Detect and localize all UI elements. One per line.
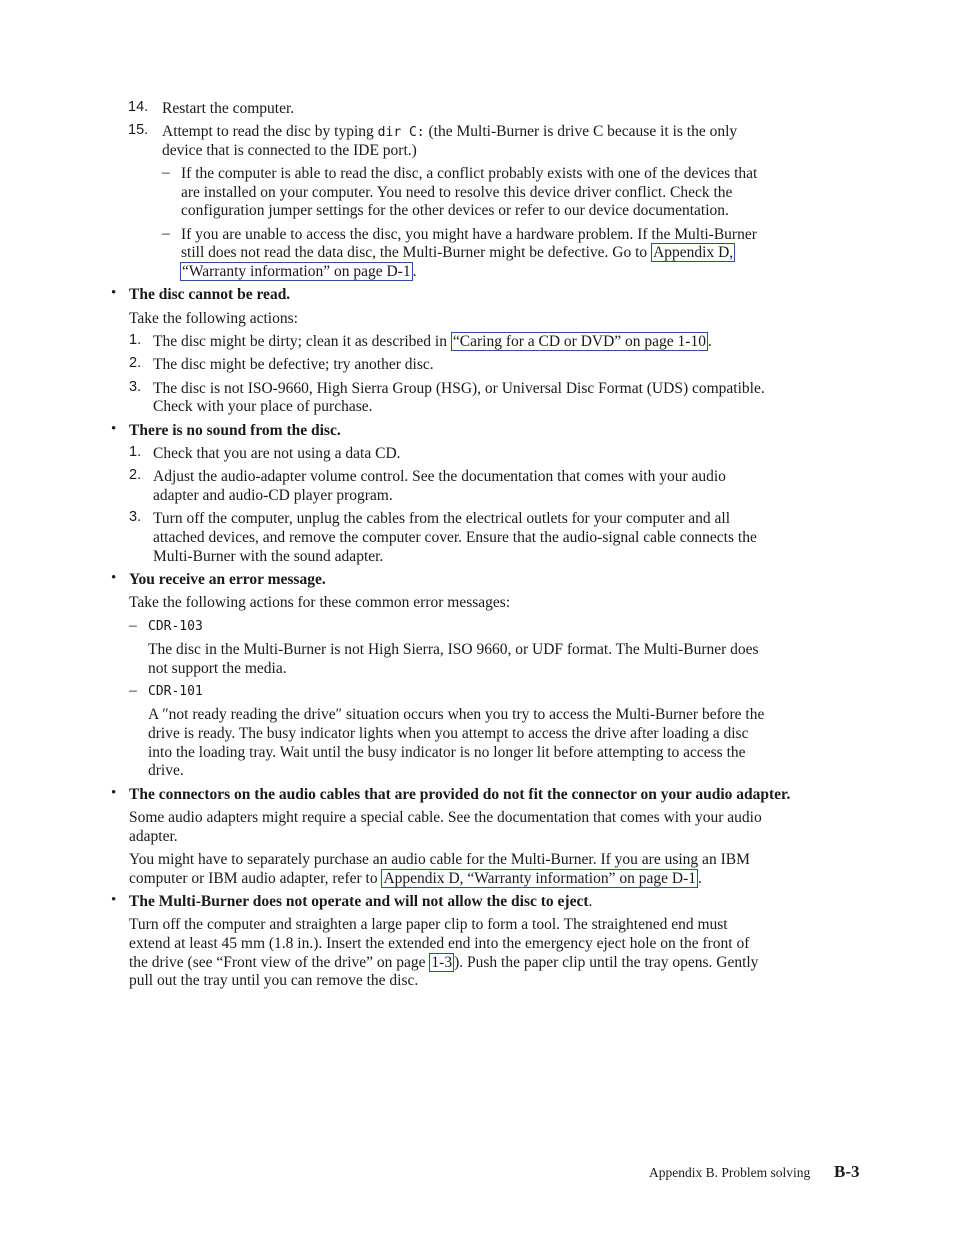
warranty-link[interactable]: “Warranty information” on page D-1 (182, 263, 411, 280)
section-heading: The connectors on the audio cables that are provided do not fit the connector on your audio adapter. (129, 786, 791, 803)
section-heading: The disc cannot be read. (129, 286, 291, 303)
section-intro: Take the following actions: (129, 310, 298, 327)
period: . (697, 870, 702, 887)
item-number: 3. (129, 379, 142, 395)
item-text: Check that you are not using a data CD. (153, 445, 401, 462)
section-heading-text: The Multi-Burner does not operate and will not allow the disc to eject (129, 893, 589, 910)
command-code: dir C: (377, 125, 425, 140)
footer-section-title: Appendix B. Problem solving (649, 1165, 811, 1180)
item-number: 2. (129, 355, 142, 371)
bullet: • (111, 285, 117, 301)
item-text: attached devices, and remove the computer cover. Ensure that the audio-signal cable connects the (153, 529, 757, 546)
item-text: adapter and audio-CD player program. (153, 487, 393, 504)
bullet: • (111, 785, 117, 801)
error-code: CDR-101 (148, 684, 203, 699)
dash-marker: – (162, 225, 170, 242)
step-text-part: Attempt to read the disc by typing (162, 123, 374, 140)
paragraph-line: Some audio adapters might require a special cable. See the documentation that comes with your audio (129, 809, 762, 826)
paragraph-line: extend at least 45 mm (1.8 in.). Insert the extended end into the emergency eject hole on the front of (129, 935, 750, 952)
bullet: • (111, 570, 117, 586)
dash-marker: – (129, 682, 137, 699)
period: . (588, 893, 593, 910)
paragraph-line: pull out the tray until you can remove the disc. (129, 972, 419, 989)
step-text-line: device that is connected to the IDE port.) (162, 142, 417, 159)
error-description: drive is ready. The busy indicator lights when you attempt to access the drive after loading a disc (148, 725, 749, 742)
error-description: A ″not ready reading the drive″ situation occurs when you try to access the Multi-Burner before the (148, 706, 765, 723)
period: . (412, 263, 417, 280)
item-text: The disc is not ISO-9660, High Sierra Group (HSG), or Universal Disc Format (UDS) compatible. (153, 380, 765, 397)
item-number: 3. (129, 509, 142, 525)
dash-text-line: configuration jumper settings for the other devices or refer to our device documentation. (181, 202, 729, 219)
error-description: The disc in the Multi-Burner is not High Sierra, ISO 9660, or UDF format. The Multi-Burner does (148, 641, 759, 658)
item-number: 2. (129, 467, 142, 483)
error-code: CDR-103 (148, 619, 203, 634)
dash-text: still does not read the data disc, the Multi-Burner might be defective. Go to (181, 244, 648, 261)
paragraph-text: ). Push the paper clip until the tray opens. Gently (454, 954, 759, 971)
paragraph-line: Turn off the computer and straighten a large paper clip to form a tool. The straightened end must (129, 916, 728, 933)
page-number: B-3 (834, 1162, 860, 1181)
dash-text-line (180, 262, 416, 281)
item-text: Multi-Burner with the sound adapter. (153, 548, 384, 565)
item-text: Check with your place of purchase. (153, 398, 373, 415)
dash-text-line: are installed on your computer. You need to resolve this device driver conflict. Check the (181, 184, 733, 201)
item-text (153, 332, 712, 351)
bullet: • (111, 892, 117, 908)
item-text: Turn off the computer, unplug the cables from the electrical outlets for your computer and all (153, 510, 731, 527)
item-text: The disc might be defective; try another disc. (153, 356, 434, 373)
item-number: 1. (129, 332, 142, 348)
paragraph-line: adapter. (129, 828, 178, 845)
section-heading (129, 892, 592, 911)
item-text: Adjust the audio-adapter volume control. See the documentation that comes with your audio (153, 468, 726, 485)
item-number: 1. (129, 444, 142, 460)
front-view-page-link[interactable]: 1-3 (431, 954, 453, 971)
section-heading: There is no sound from the disc. (129, 422, 341, 439)
step-text: Restart the computer. (162, 100, 295, 117)
dash-text-line (181, 243, 735, 262)
paragraph-line: You might have to separately purchase an audio cable for the Multi-Burner. If you are using an IBM (129, 851, 750, 868)
bullet: • (111, 421, 117, 437)
warranty-link[interactable]: Appendix D, “Warranty information” on page D-1 (383, 870, 696, 887)
dash-marker: – (162, 164, 170, 181)
step-text (162, 122, 737, 142)
caring-cd-dvd-link[interactable]: “Caring for a CD or DVD” on page 1-10 (452, 333, 706, 350)
dash-marker: – (129, 617, 137, 634)
section-intro: Take the following actions for these common error messages: (129, 594, 511, 611)
step-number: 14. (128, 99, 149, 115)
paragraph-line (129, 953, 758, 972)
error-description: into the loading tray. Wait until the busy indicator is no longer lit before attempting to access the (148, 744, 746, 761)
error-description: drive. (148, 762, 184, 779)
dash-text-line: If the computer is able to read the disc, a conflict probably exists with one of the devices that (181, 165, 758, 182)
section-heading: You receive an error message. (129, 571, 326, 588)
paragraph-line (129, 869, 702, 888)
item-text-part: The disc might be dirty; clean it as described in (153, 333, 447, 350)
error-description: not support the media. (148, 660, 287, 677)
paragraph-text: computer or IBM audio adapter, refer to (129, 870, 378, 887)
paragraph-text: the drive (see “Front view of the drive” on page (129, 954, 426, 971)
dash-text-line: If you are unable to access the disc, you might have a hardware problem. If the Multi-Burner (181, 226, 757, 243)
appendix-d-link[interactable]: Appendix D, (653, 244, 734, 261)
step-number: 15. (128, 122, 149, 138)
period: . (707, 333, 712, 350)
step-text-part: (the Multi-Burner is drive C because it is the only (428, 123, 738, 140)
